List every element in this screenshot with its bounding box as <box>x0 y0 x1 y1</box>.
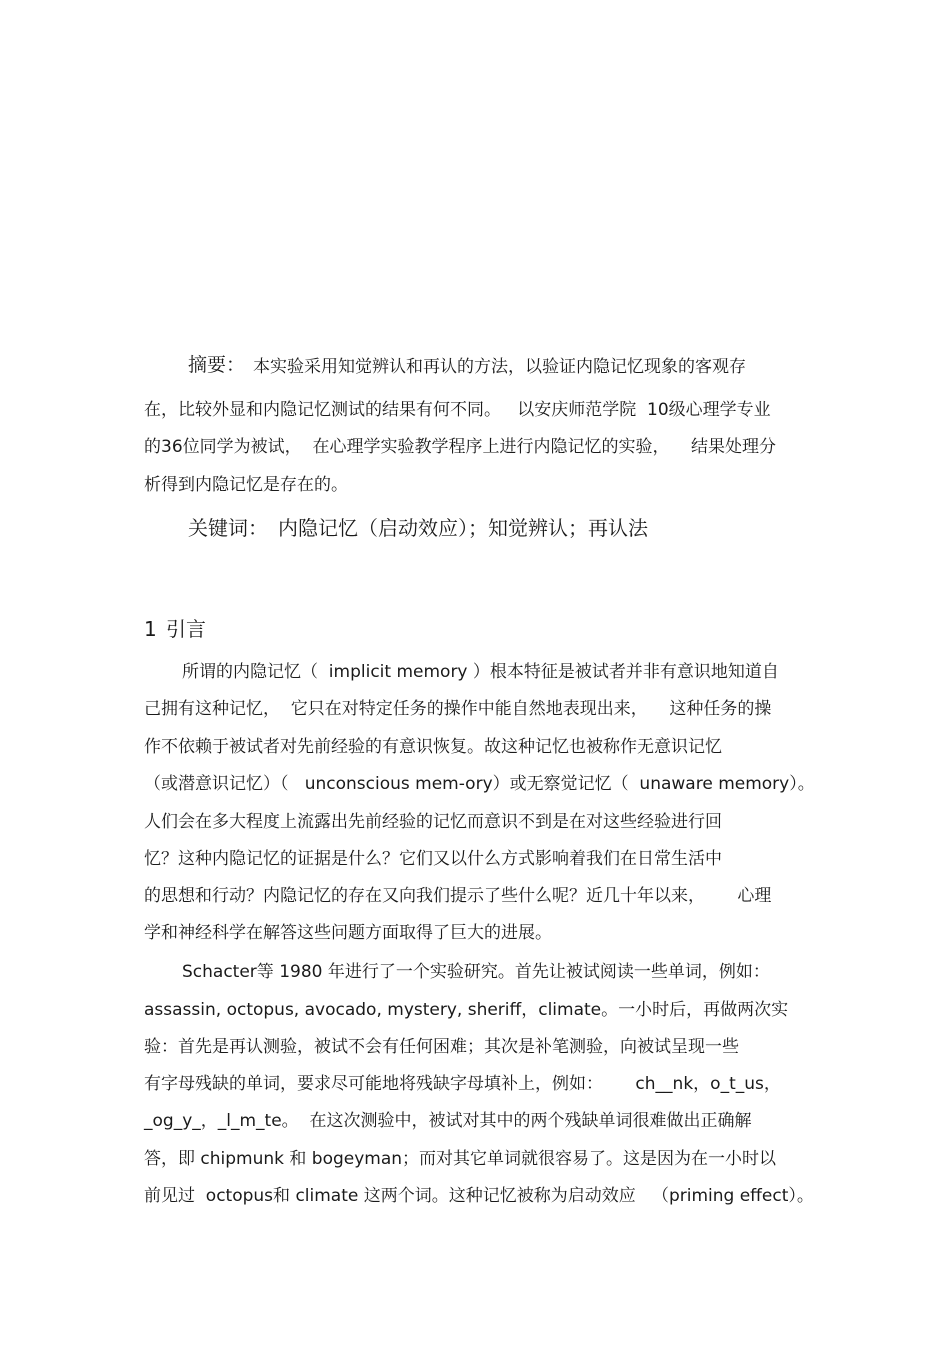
para1-line-4: （或潜意识记忆）（ unconscious mem-ory）或无察觉记忆（ unaware memory）。 <box>144 774 815 794</box>
keywords-label: 关键词： <box>188 516 268 540</box>
para2-line-7: 前见过 octopus和 climate 这两个词。这种记忆被称为启动效应 （priming effect）。 <box>144 1186 814 1206</box>
keywords-text: 内隐记忆（启动效应）；知觉辨认；再认法 <box>278 516 648 540</box>
para2-line-2: assassin, octopus, avocado, mystery, sheriff，climate。一小时后，再做两次实 <box>144 1000 789 1020</box>
para1-line-3: 作不依赖于被试者对先前经验的有意识恢复。故这种记忆也被称作无意识记忆 <box>144 737 722 757</box>
para1-line-6: 忆？这种内隐记忆的证据是什么？它们又以什么方式影响着我们在日常生活中 <box>144 849 722 869</box>
para2-line-4: 有字母残缺的单词，要求尽可能地将残缺字母填补上，例如： ch__nk，o_t_us， <box>144 1074 781 1094</box>
para1-line-2: 己拥有这种记忆， 它只在对特定任务的操作中能自然地表现出来， 这种任务的操 <box>144 699 772 719</box>
abstract-line-1: 本实验采用知觉辨认和再认的方法，以验证内隐记忆现象的客观存 <box>253 357 746 377</box>
abstract-line-2: 在，比较外显和内隐记忆测试的结果有何不同。 以安庆师范学院 10级心理学专业 <box>144 400 771 420</box>
para1-line-1: 所谓的内隐记忆（ implicit memory ）根本特征是被试者并非有意识地知道自 <box>182 662 779 682</box>
para2-line-3: 验：首先是再认测验，被试不会有任何困难；其次是补笔测验，向被试呈现一些 <box>144 1037 739 1057</box>
para1-line-8: 学和神经科学在解答这些问题方面取得了巨大的进展。 <box>144 923 552 943</box>
abstract-label: 摘要： <box>188 354 246 376</box>
section-title: 引言 <box>166 617 206 641</box>
para2-line-1: Schacter等 1980 年进行了一个实验研究。首先让被试阅读一些单词，例如： <box>182 962 770 982</box>
para2-line-6: 答，即 chipmunk 和 bogeyman；而对其它单词就很容易了。这是因为在一小时以 <box>144 1149 777 1169</box>
para1-line-7: 的思想和行动？内隐记忆的存在又向我们提示了些什么呢？近几十年以来， 心理 <box>144 886 772 906</box>
abstract-line-3: 的36位同学为被试， 在心理学实验教学程序上进行内隐记忆的实验， 结果处理分 <box>144 437 777 457</box>
para1-line-5: 人们会在多大程度上流露出先前经验的记忆而意识不到是在对这些经验进行回 <box>144 812 722 832</box>
abstract-line-4: 析得到内隐记忆是存在的。 <box>144 475 348 495</box>
section-number: 1 <box>144 617 157 641</box>
para2-line-5: _og_y_，_l_m_te。 在这次测验中，被试对其中的两个残缺单词很难做出正确解 <box>144 1111 752 1131</box>
